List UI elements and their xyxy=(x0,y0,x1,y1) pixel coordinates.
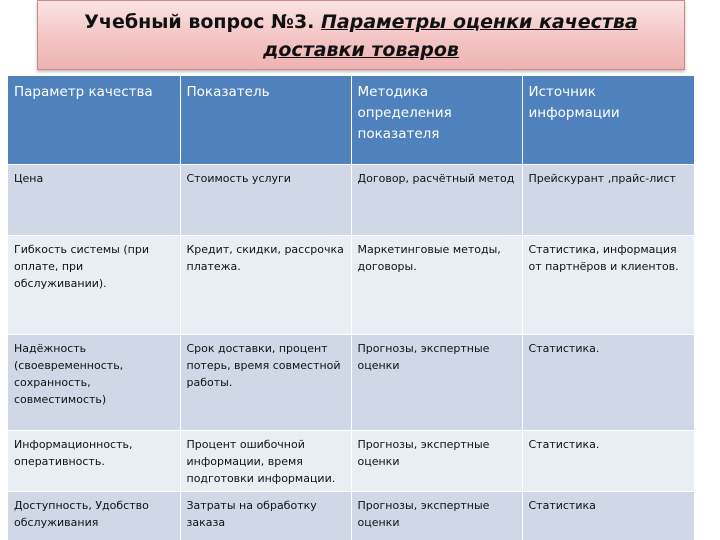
table-header-row xyxy=(8,76,694,164)
cell-source: Прейскурант ,прайс-лист xyxy=(522,164,694,235)
cell-method: Прогнозы, экспертные оценки xyxy=(351,430,522,491)
title-banner xyxy=(37,0,685,70)
cell-method: Маркетинговые методы, договоры. xyxy=(351,235,522,334)
table-row xyxy=(8,235,694,334)
table-row xyxy=(8,430,694,491)
cell-indicator: Кредит, скидки, рассрочка платежа. xyxy=(180,235,351,334)
cell-indicator: Срок доставки, процент потерь, время совместной работы. xyxy=(180,334,351,430)
cell-indicator: Затраты на обработку заказа xyxy=(180,491,351,540)
cell-method: Прогнозы, экспертные оценки xyxy=(351,334,522,430)
quality-parameters-table xyxy=(8,76,694,540)
cell-source: Статистика. xyxy=(522,430,694,491)
cell-parameter: Надёжность (своевременность, сохранность, совместимость) xyxy=(8,334,180,430)
header-quality-parameter: Параметр качества xyxy=(8,76,180,164)
table-row xyxy=(8,164,694,235)
header-method: Методика определения показателя xyxy=(351,76,522,164)
cell-indicator: Стоимость услуги xyxy=(180,164,351,235)
header-info-source: Источник информации xyxy=(522,76,694,164)
cell-method: Прогнозы, экспертные оценки xyxy=(351,491,522,540)
cell-indicator: Процент ошибочной информации, время подготовки информации. xyxy=(180,430,351,491)
cell-parameter: Информационность, оперативность. xyxy=(8,430,180,491)
table-row xyxy=(8,334,694,430)
cell-parameter: Цена xyxy=(8,164,180,235)
cell-method: Договор, расчётный метод xyxy=(351,164,522,235)
cell-source: Статистика. xyxy=(522,334,694,430)
table-row xyxy=(8,491,694,540)
title-emphasis: Параметры оценки качества доставки товаров xyxy=(263,11,638,61)
cell-parameter: Гибкость системы (при оплате, при обслуживании). xyxy=(8,235,180,334)
header-indicator: Показатель xyxy=(180,76,351,164)
cell-source: Статистика xyxy=(522,491,694,540)
cell-source: Статистика, информация от партнёров и клиентов. xyxy=(522,235,694,334)
cell-parameter: Доступность, Удобство обслуживания xyxy=(8,491,180,540)
title-prefix: Учебный вопрос №3. xyxy=(84,11,321,33)
